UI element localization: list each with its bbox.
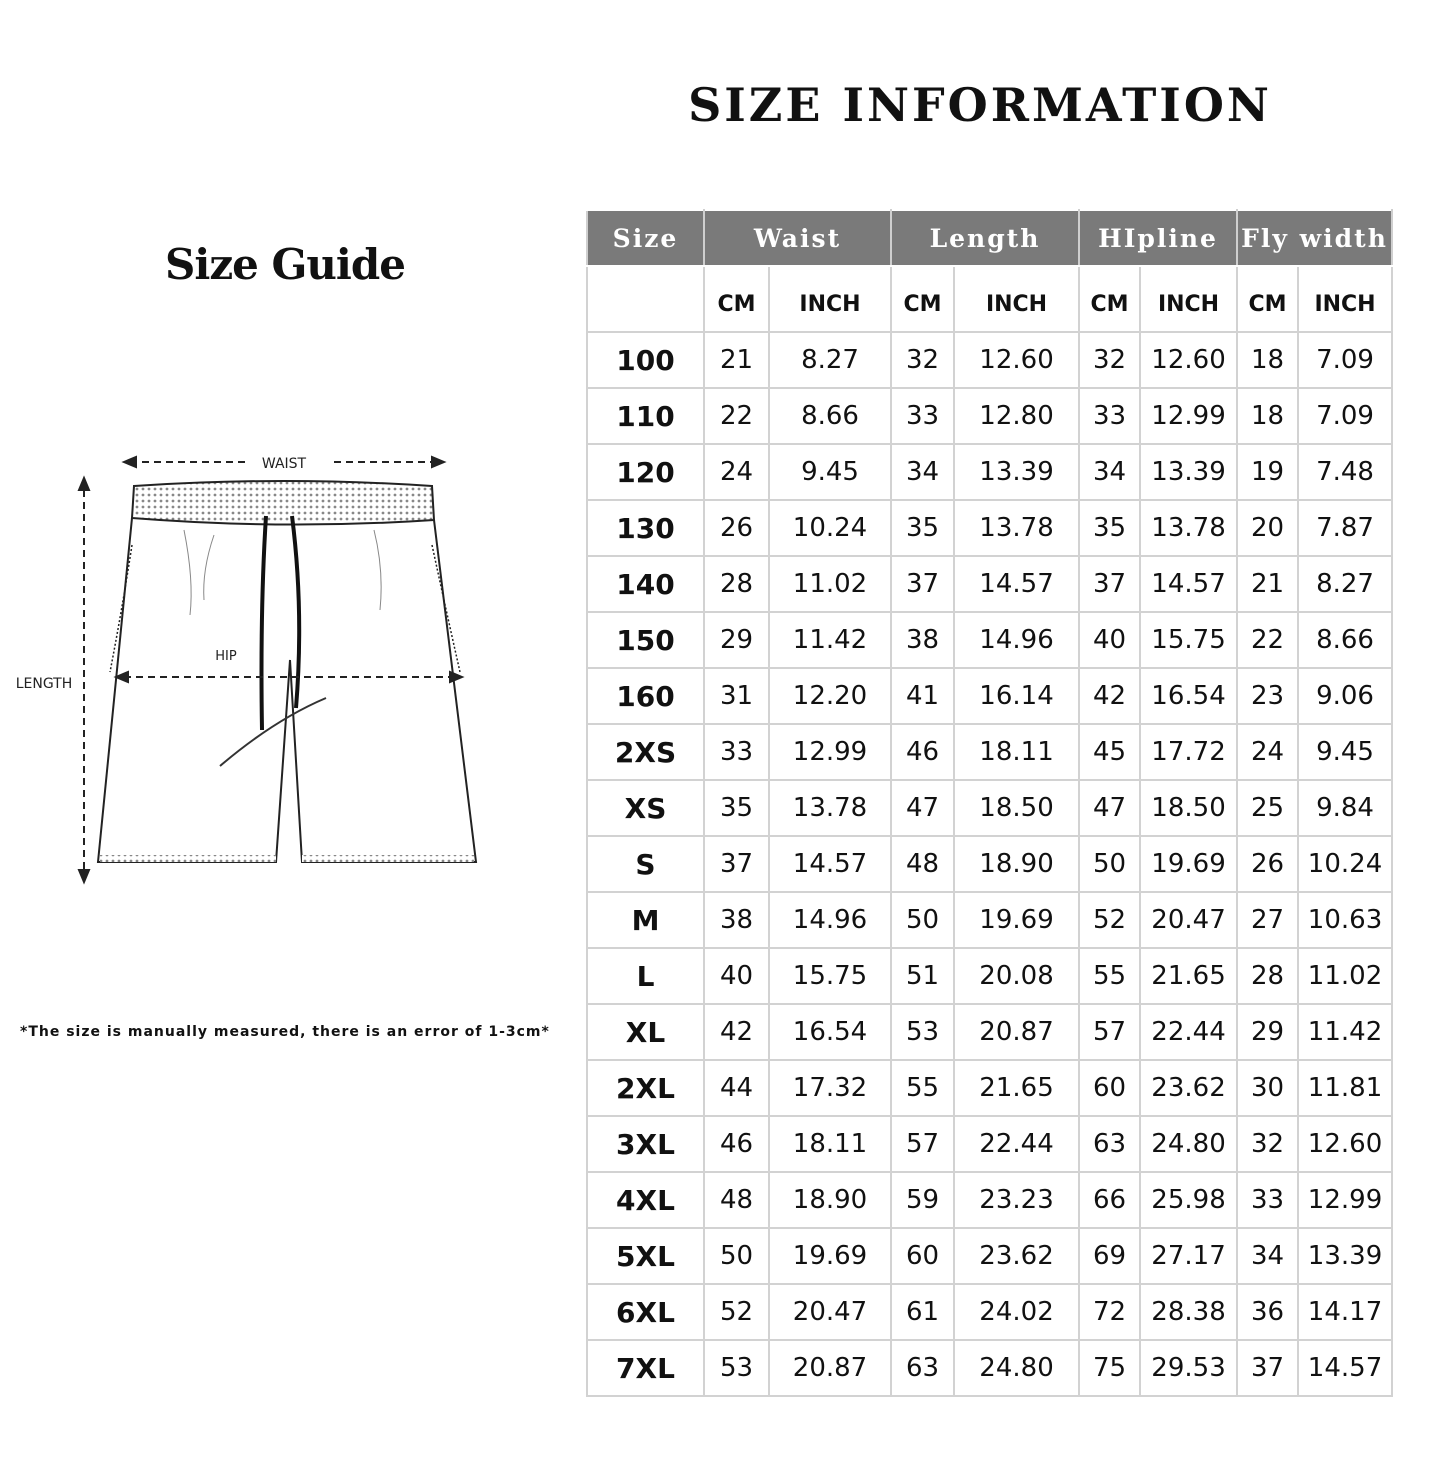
length-cm: 63: [891, 1340, 954, 1396]
fly-width-cm: 25: [1237, 780, 1298, 836]
hipline-cm: 37: [1079, 556, 1140, 612]
length-inch: 14.57: [954, 556, 1079, 612]
waist-inch: 18.11: [769, 1116, 891, 1172]
size-cell: S: [587, 836, 704, 892]
fly-width-inch: 7.48: [1298, 444, 1392, 500]
length-cm: 38: [891, 612, 954, 668]
table-row: [587, 1060, 1392, 1116]
length-cm: 51: [891, 948, 954, 1004]
waist-cm: 46: [704, 1116, 769, 1172]
hipline-inch: 18.50: [1140, 780, 1237, 836]
unit-header: CM: [1237, 266, 1298, 332]
unit-header: INCH: [954, 266, 1079, 332]
length-cm: 53: [891, 1004, 954, 1060]
fly-width-inch: 13.39: [1298, 1228, 1392, 1284]
waist-inch: 18.90: [769, 1172, 891, 1228]
header-hipline: HIpline: [1079, 210, 1237, 266]
waist-inch: 10.24: [769, 500, 891, 556]
shorts-outline: [98, 481, 476, 862]
header-waist: Waist: [704, 210, 891, 266]
fly-width-inch: 7.09: [1298, 332, 1392, 388]
length-inch: 14.96: [954, 612, 1079, 668]
size-cell: 2XS: [587, 724, 704, 780]
hipline-cm: 34: [1079, 444, 1140, 500]
fly-width-cm: 28: [1237, 948, 1298, 1004]
length-cm: 47: [891, 780, 954, 836]
hipline-inch: 24.80: [1140, 1116, 1237, 1172]
waist-inch: 17.32: [769, 1060, 891, 1116]
length-inch: 20.87: [954, 1004, 1079, 1060]
waist-inch: 11.42: [769, 612, 891, 668]
length-inch: 22.44: [954, 1116, 1079, 1172]
length-cm: 37: [891, 556, 954, 612]
fly-width-cm: 29: [1237, 1004, 1298, 1060]
hipline-cm: 55: [1079, 948, 1140, 1004]
hipline-inch: 12.60: [1140, 332, 1237, 388]
hipline-cm: 66: [1079, 1172, 1140, 1228]
length-cm: 50: [891, 892, 954, 948]
page-title: SIZE INFORMATION: [688, 78, 1272, 132]
header-size: Size: [587, 210, 704, 266]
length-cm: 59: [891, 1172, 954, 1228]
length-cm: 46: [891, 724, 954, 780]
hipline-inch: 13.78: [1140, 500, 1237, 556]
fly-width-cm: 36: [1237, 1284, 1298, 1340]
fly-width-inch: 14.57: [1298, 1340, 1392, 1396]
fly-width-cm: 30: [1237, 1060, 1298, 1116]
size-cell: 100: [587, 332, 704, 388]
waist-cm: 22: [704, 388, 769, 444]
waist-inch: 8.27: [769, 332, 891, 388]
size-cell: 110: [587, 388, 704, 444]
waist-inch: 15.75: [769, 948, 891, 1004]
size-cell: 4XL: [587, 1172, 704, 1228]
waist-inch: 14.96: [769, 892, 891, 948]
length-cm: 32: [891, 332, 954, 388]
length-cm: 55: [891, 1060, 954, 1116]
size-rows: [587, 332, 1392, 1396]
length-inch: 13.39: [954, 444, 1079, 500]
length-inch: 18.50: [954, 780, 1079, 836]
waist-cm: 28: [704, 556, 769, 612]
table-row: [587, 1116, 1392, 1172]
table-row: [587, 892, 1392, 948]
waist-cm: 31: [704, 668, 769, 724]
size-cell: 6XL: [587, 1284, 704, 1340]
hipline-inch: 23.62: [1140, 1060, 1237, 1116]
table-row: [587, 1340, 1392, 1396]
fly-width-cm: 18: [1237, 332, 1298, 388]
waist-cm: 29: [704, 612, 769, 668]
fly-width-cm: 22: [1237, 612, 1298, 668]
hipline-inch: 20.47: [1140, 892, 1237, 948]
hipline-cm: 57: [1079, 1004, 1140, 1060]
fly-width-inch: 12.99: [1298, 1172, 1392, 1228]
hipline-cm: 50: [1079, 836, 1140, 892]
length-inch: 13.78: [954, 500, 1079, 556]
length-cm: 35: [891, 500, 954, 556]
waist-cm: 24: [704, 444, 769, 500]
fly-width-inch: 8.66: [1298, 612, 1392, 668]
size-guide-title: Size Guide: [165, 240, 405, 289]
shorts-diagram: [14, 450, 494, 895]
waist-cm: 33: [704, 724, 769, 780]
length-inch: 18.11: [954, 724, 1079, 780]
hipline-inch: 27.17: [1140, 1228, 1237, 1284]
table-row: [587, 780, 1392, 836]
fly-width-cm: 33: [1237, 1172, 1298, 1228]
unit-header: CM: [704, 266, 769, 332]
fly-width-inch: 11.02: [1298, 948, 1392, 1004]
hipline-cm: 40: [1079, 612, 1140, 668]
table-row: [587, 1284, 1392, 1340]
fly-width-inch: 10.63: [1298, 892, 1392, 948]
hipline-cm: 69: [1079, 1228, 1140, 1284]
waist-cm: 53: [704, 1340, 769, 1396]
hipline-inch: 13.39: [1140, 444, 1237, 500]
size-cell: XL: [587, 1004, 704, 1060]
table-row: [587, 668, 1392, 724]
hipline-inch: 17.72: [1140, 724, 1237, 780]
fly-width-inch: 9.06: [1298, 668, 1392, 724]
hipline-cm: 75: [1079, 1340, 1140, 1396]
waist-inch: 12.99: [769, 724, 891, 780]
hipline-cm: 52: [1079, 892, 1140, 948]
fly-width-cm: 18: [1237, 388, 1298, 444]
unit-header: INCH: [1298, 266, 1392, 332]
fly-width-cm: 24: [1237, 724, 1298, 780]
size-cell: 150: [587, 612, 704, 668]
unit-header: INCH: [769, 266, 891, 332]
length-cm: 60: [891, 1228, 954, 1284]
hipline-cm: 33: [1079, 388, 1140, 444]
length-inch: 24.80: [954, 1340, 1079, 1396]
size-cell: 3XL: [587, 1116, 704, 1172]
hipline-inch: 22.44: [1140, 1004, 1237, 1060]
length-inch: 24.02: [954, 1284, 1079, 1340]
waist-inch: 14.57: [769, 836, 891, 892]
hipline-inch: 21.65: [1140, 948, 1237, 1004]
size-cell: 140: [587, 556, 704, 612]
hipline-cm: 45: [1079, 724, 1140, 780]
hipline-inch: 28.38: [1140, 1284, 1237, 1340]
table-row: [587, 1228, 1392, 1284]
waist-cm: 40: [704, 948, 769, 1004]
size-cell: XS: [587, 780, 704, 836]
table-row: [587, 500, 1392, 556]
table-row: [587, 724, 1392, 780]
size-cell: L: [587, 948, 704, 1004]
waist-label: WAIST: [261, 456, 307, 472]
waist-inch: 9.45: [769, 444, 891, 500]
waist-inch: 20.47: [769, 1284, 891, 1340]
unit-header: INCH: [1140, 266, 1237, 332]
size-table: [586, 209, 1393, 1397]
size-cell: 160: [587, 668, 704, 724]
hipline-inch: 15.75: [1140, 612, 1237, 668]
fly-width-cm: 26: [1237, 836, 1298, 892]
hipline-cm: 60: [1079, 1060, 1140, 1116]
fly-width-cm: 23: [1237, 668, 1298, 724]
waist-inch: 11.02: [769, 556, 891, 612]
header-fly-width: Fly width: [1237, 210, 1392, 266]
size-cell: M: [587, 892, 704, 948]
waist-inch: 13.78: [769, 780, 891, 836]
fly-width-inch: 14.17: [1298, 1284, 1392, 1340]
fly-width-inch: 10.24: [1298, 836, 1392, 892]
hipline-inch: 29.53: [1140, 1340, 1237, 1396]
hipline-cm: 32: [1079, 332, 1140, 388]
fly-width-cm: 34: [1237, 1228, 1298, 1284]
length-cm: 48: [891, 836, 954, 892]
length-cm: 34: [891, 444, 954, 500]
waist-inch: 12.20: [769, 668, 891, 724]
table-row: [587, 556, 1392, 612]
length-inch: 18.90: [954, 836, 1079, 892]
waist-inch: 8.66: [769, 388, 891, 444]
hipline-inch: 12.99: [1140, 388, 1237, 444]
table-row: [587, 612, 1392, 668]
fly-width-cm: 32: [1237, 1116, 1298, 1172]
size-cell: 120: [587, 444, 704, 500]
waist-cm: 26: [704, 500, 769, 556]
measurement-note: *The size is manually measured, there is an error of 1-3cm*: [20, 1024, 550, 1040]
table-row: [587, 1172, 1392, 1228]
unit-header: CM: [891, 266, 954, 332]
size-cell: 2XL: [587, 1060, 704, 1116]
length-arrow: [79, 478, 89, 882]
waist-cm: 44: [704, 1060, 769, 1116]
waist-cm: 48: [704, 1172, 769, 1228]
length-inch: 21.65: [954, 1060, 1079, 1116]
waist-inch: 16.54: [769, 1004, 891, 1060]
size-cell: 7XL: [587, 1340, 704, 1396]
waist-inch: 20.87: [769, 1340, 891, 1396]
fly-width-cm: 37: [1237, 1340, 1298, 1396]
fly-width-inch: 12.60: [1298, 1116, 1392, 1172]
hipline-cm: 63: [1079, 1116, 1140, 1172]
table-row: [587, 332, 1392, 388]
length-inch: 23.62: [954, 1228, 1079, 1284]
hipline-inch: 16.54: [1140, 668, 1237, 724]
hipline-cm: 47: [1079, 780, 1140, 836]
table-row: [587, 388, 1392, 444]
length-cm: 33: [891, 388, 954, 444]
unit-header: CM: [1079, 266, 1140, 332]
waist-cm: 52: [704, 1284, 769, 1340]
drawstring: [220, 516, 326, 766]
fly-width-inch: 7.87: [1298, 500, 1392, 556]
length-inch: 12.80: [954, 388, 1079, 444]
fly-width-inch: 8.27: [1298, 556, 1392, 612]
fly-width-cm: 19: [1237, 444, 1298, 500]
length-cm: 57: [891, 1116, 954, 1172]
fly-width-inch: 9.84: [1298, 780, 1392, 836]
waist-cm: 37: [704, 836, 769, 892]
fly-width-cm: 20: [1237, 500, 1298, 556]
fly-width-inch: 9.45: [1298, 724, 1392, 780]
hipline-cm: 72: [1079, 1284, 1140, 1340]
hipline-inch: 25.98: [1140, 1172, 1237, 1228]
table-row: [587, 948, 1392, 1004]
fly-width-cm: 21: [1237, 556, 1298, 612]
fly-width-inch: 11.42: [1298, 1004, 1392, 1060]
size-cell: 5XL: [587, 1228, 704, 1284]
length-cm: 61: [891, 1284, 954, 1340]
length-inch: 19.69: [954, 892, 1079, 948]
waist-inch: 19.69: [769, 1228, 891, 1284]
length-inch: 12.60: [954, 332, 1079, 388]
table-row: [587, 444, 1392, 500]
hipline-cm: 42: [1079, 668, 1140, 724]
length-inch: 20.08: [954, 948, 1079, 1004]
size-cell: 130: [587, 500, 704, 556]
waist-cm: 38: [704, 892, 769, 948]
length-cm: 41: [891, 668, 954, 724]
table-row: [587, 1004, 1392, 1060]
fly-width-inch: 7.09: [1298, 388, 1392, 444]
waist-cm: 42: [704, 1004, 769, 1060]
length-inch: 16.14: [954, 668, 1079, 724]
hipline-cm: 35: [1079, 500, 1140, 556]
length-inch: 23.23: [954, 1172, 1079, 1228]
waist-cm: 35: [704, 780, 769, 836]
waist-cm: 21: [704, 332, 769, 388]
fly-width-inch: 11.81: [1298, 1060, 1392, 1116]
hipline-inch: 14.57: [1140, 556, 1237, 612]
table-row: [587, 836, 1392, 892]
header-length: Length: [891, 210, 1079, 266]
hipline-inch: 19.69: [1140, 836, 1237, 892]
unit-header: [587, 266, 704, 332]
hip-label: HIP: [215, 649, 237, 664]
fly-width-cm: 27: [1237, 892, 1298, 948]
length-label: LENGTH: [15, 676, 73, 692]
waist-cm: 50: [704, 1228, 769, 1284]
